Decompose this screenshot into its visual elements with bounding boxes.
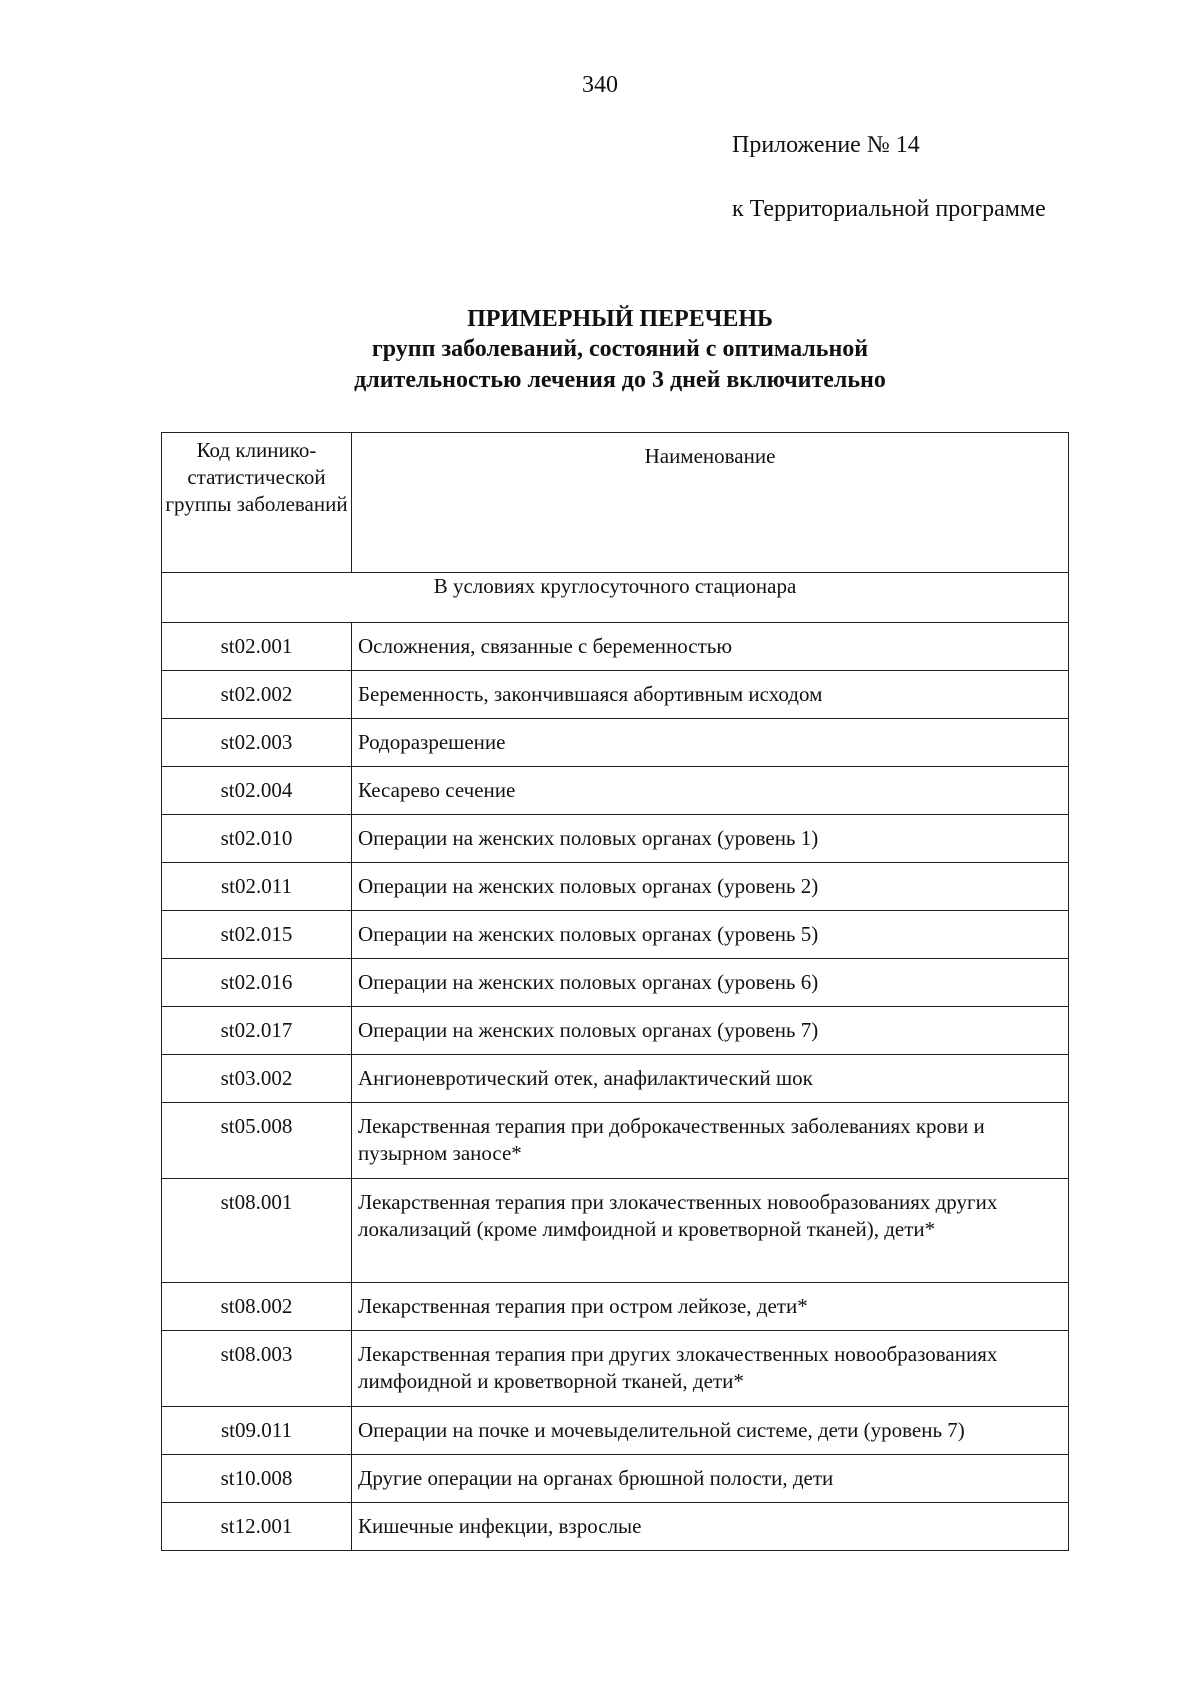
table-row bbox=[162, 1283, 1069, 1331]
row-name: Кесарево сечение bbox=[352, 767, 1069, 815]
row-code: st10.008 bbox=[162, 1455, 352, 1503]
table-row bbox=[162, 959, 1069, 1007]
row-name: Операции на женских половых органах (уровень 1) bbox=[352, 815, 1069, 863]
table-row bbox=[162, 767, 1069, 815]
title-line-1: ПРИМЕРНЫЙ ПЕРЕЧЕНЬ bbox=[467, 306, 773, 332]
table-header-row bbox=[162, 433, 1069, 573]
table-row bbox=[162, 671, 1069, 719]
header-name: Наименование bbox=[352, 433, 1069, 573]
row-code: st09.011 bbox=[162, 1407, 352, 1455]
row-code: st02.011 bbox=[162, 863, 352, 911]
row-name: Лекарственная терапия при других злокачественных новообразованиях лимфоидной и кроветворной тканей, дети* bbox=[352, 1331, 1069, 1407]
row-name: Другие операции на органах брюшной полости, дети bbox=[352, 1455, 1069, 1503]
row-name: Лекарственная терапия при остром лейкозе, дети* bbox=[352, 1283, 1069, 1331]
appendix-number: Приложение № 14 bbox=[732, 132, 920, 158]
section-title: В условиях круглосуточного стационара bbox=[162, 573, 1069, 623]
table-row bbox=[162, 911, 1069, 959]
row-code: st02.001 bbox=[162, 623, 352, 671]
row-code: st02.016 bbox=[162, 959, 352, 1007]
table-row bbox=[162, 1007, 1069, 1055]
page-number: 340 bbox=[582, 72, 618, 98]
table-row bbox=[162, 1179, 1069, 1283]
table-row bbox=[162, 815, 1069, 863]
table-row bbox=[162, 1503, 1069, 1551]
row-name: Кишечные инфекции, взрослые bbox=[352, 1503, 1069, 1551]
row-code: st02.015 bbox=[162, 911, 352, 959]
row-code: st02.004 bbox=[162, 767, 352, 815]
row-name: Осложнения, связанные с беременностью bbox=[352, 623, 1069, 671]
row-code: st08.002 bbox=[162, 1283, 352, 1331]
row-name: Операции на почке и мочевыделительной системе, дети (уровень 7) bbox=[352, 1407, 1069, 1455]
table-row bbox=[162, 1455, 1069, 1503]
row-name: Операции на женских половых органах (уровень 7) bbox=[352, 1007, 1069, 1055]
row-code: st02.003 bbox=[162, 719, 352, 767]
table-row bbox=[162, 1055, 1069, 1103]
table-row bbox=[162, 1407, 1069, 1455]
table-row bbox=[162, 1331, 1069, 1407]
row-name: Ангионевротический отек, анафилактический шок bbox=[352, 1055, 1069, 1103]
disease-groups-table bbox=[161, 432, 1069, 1551]
row-name: Операции на женских половых органах (уровень 6) bbox=[352, 959, 1069, 1007]
row-name: Лекарственная терапия при доброкачественных заболеваниях крови и пузырном заносе* bbox=[352, 1103, 1069, 1179]
row-code: st03.002 bbox=[162, 1055, 352, 1103]
title-line-2: групп заболеваний, состояний с оптимальной bbox=[371, 336, 869, 362]
row-code: st02.017 bbox=[162, 1007, 352, 1055]
row-code: st08.001 bbox=[162, 1179, 352, 1283]
table-row bbox=[162, 863, 1069, 911]
title-line-3: длительностью лечения до 3 дней включительно bbox=[354, 367, 886, 393]
row-code: st08.003 bbox=[162, 1331, 352, 1407]
table-row bbox=[162, 1103, 1069, 1179]
row-name: Родоразрешение bbox=[352, 719, 1069, 767]
header-code: Код клинико-статистической группы заболеваний bbox=[162, 433, 352, 573]
row-code: st05.008 bbox=[162, 1103, 352, 1179]
row-name: Операции на женских половых органах (уровень 5) bbox=[352, 911, 1069, 959]
section-row bbox=[162, 573, 1069, 623]
row-code: st02.002 bbox=[162, 671, 352, 719]
table-row bbox=[162, 719, 1069, 767]
document-title bbox=[160, 304, 1080, 396]
appendix-program: к Территориальной программе bbox=[732, 196, 1046, 222]
row-code: st12.001 bbox=[162, 1503, 352, 1551]
row-name: Беременность, закончившаяся абортивным исходом bbox=[352, 671, 1069, 719]
row-code: st02.010 bbox=[162, 815, 352, 863]
table-row bbox=[162, 623, 1069, 671]
row-name: Операции на женских половых органах (уровень 2) bbox=[352, 863, 1069, 911]
row-name: Лекарственная терапия при злокачественных новообразованиях других локализаций (кроме лимфоидной и кроветворной тканей), дети* bbox=[352, 1179, 1069, 1283]
